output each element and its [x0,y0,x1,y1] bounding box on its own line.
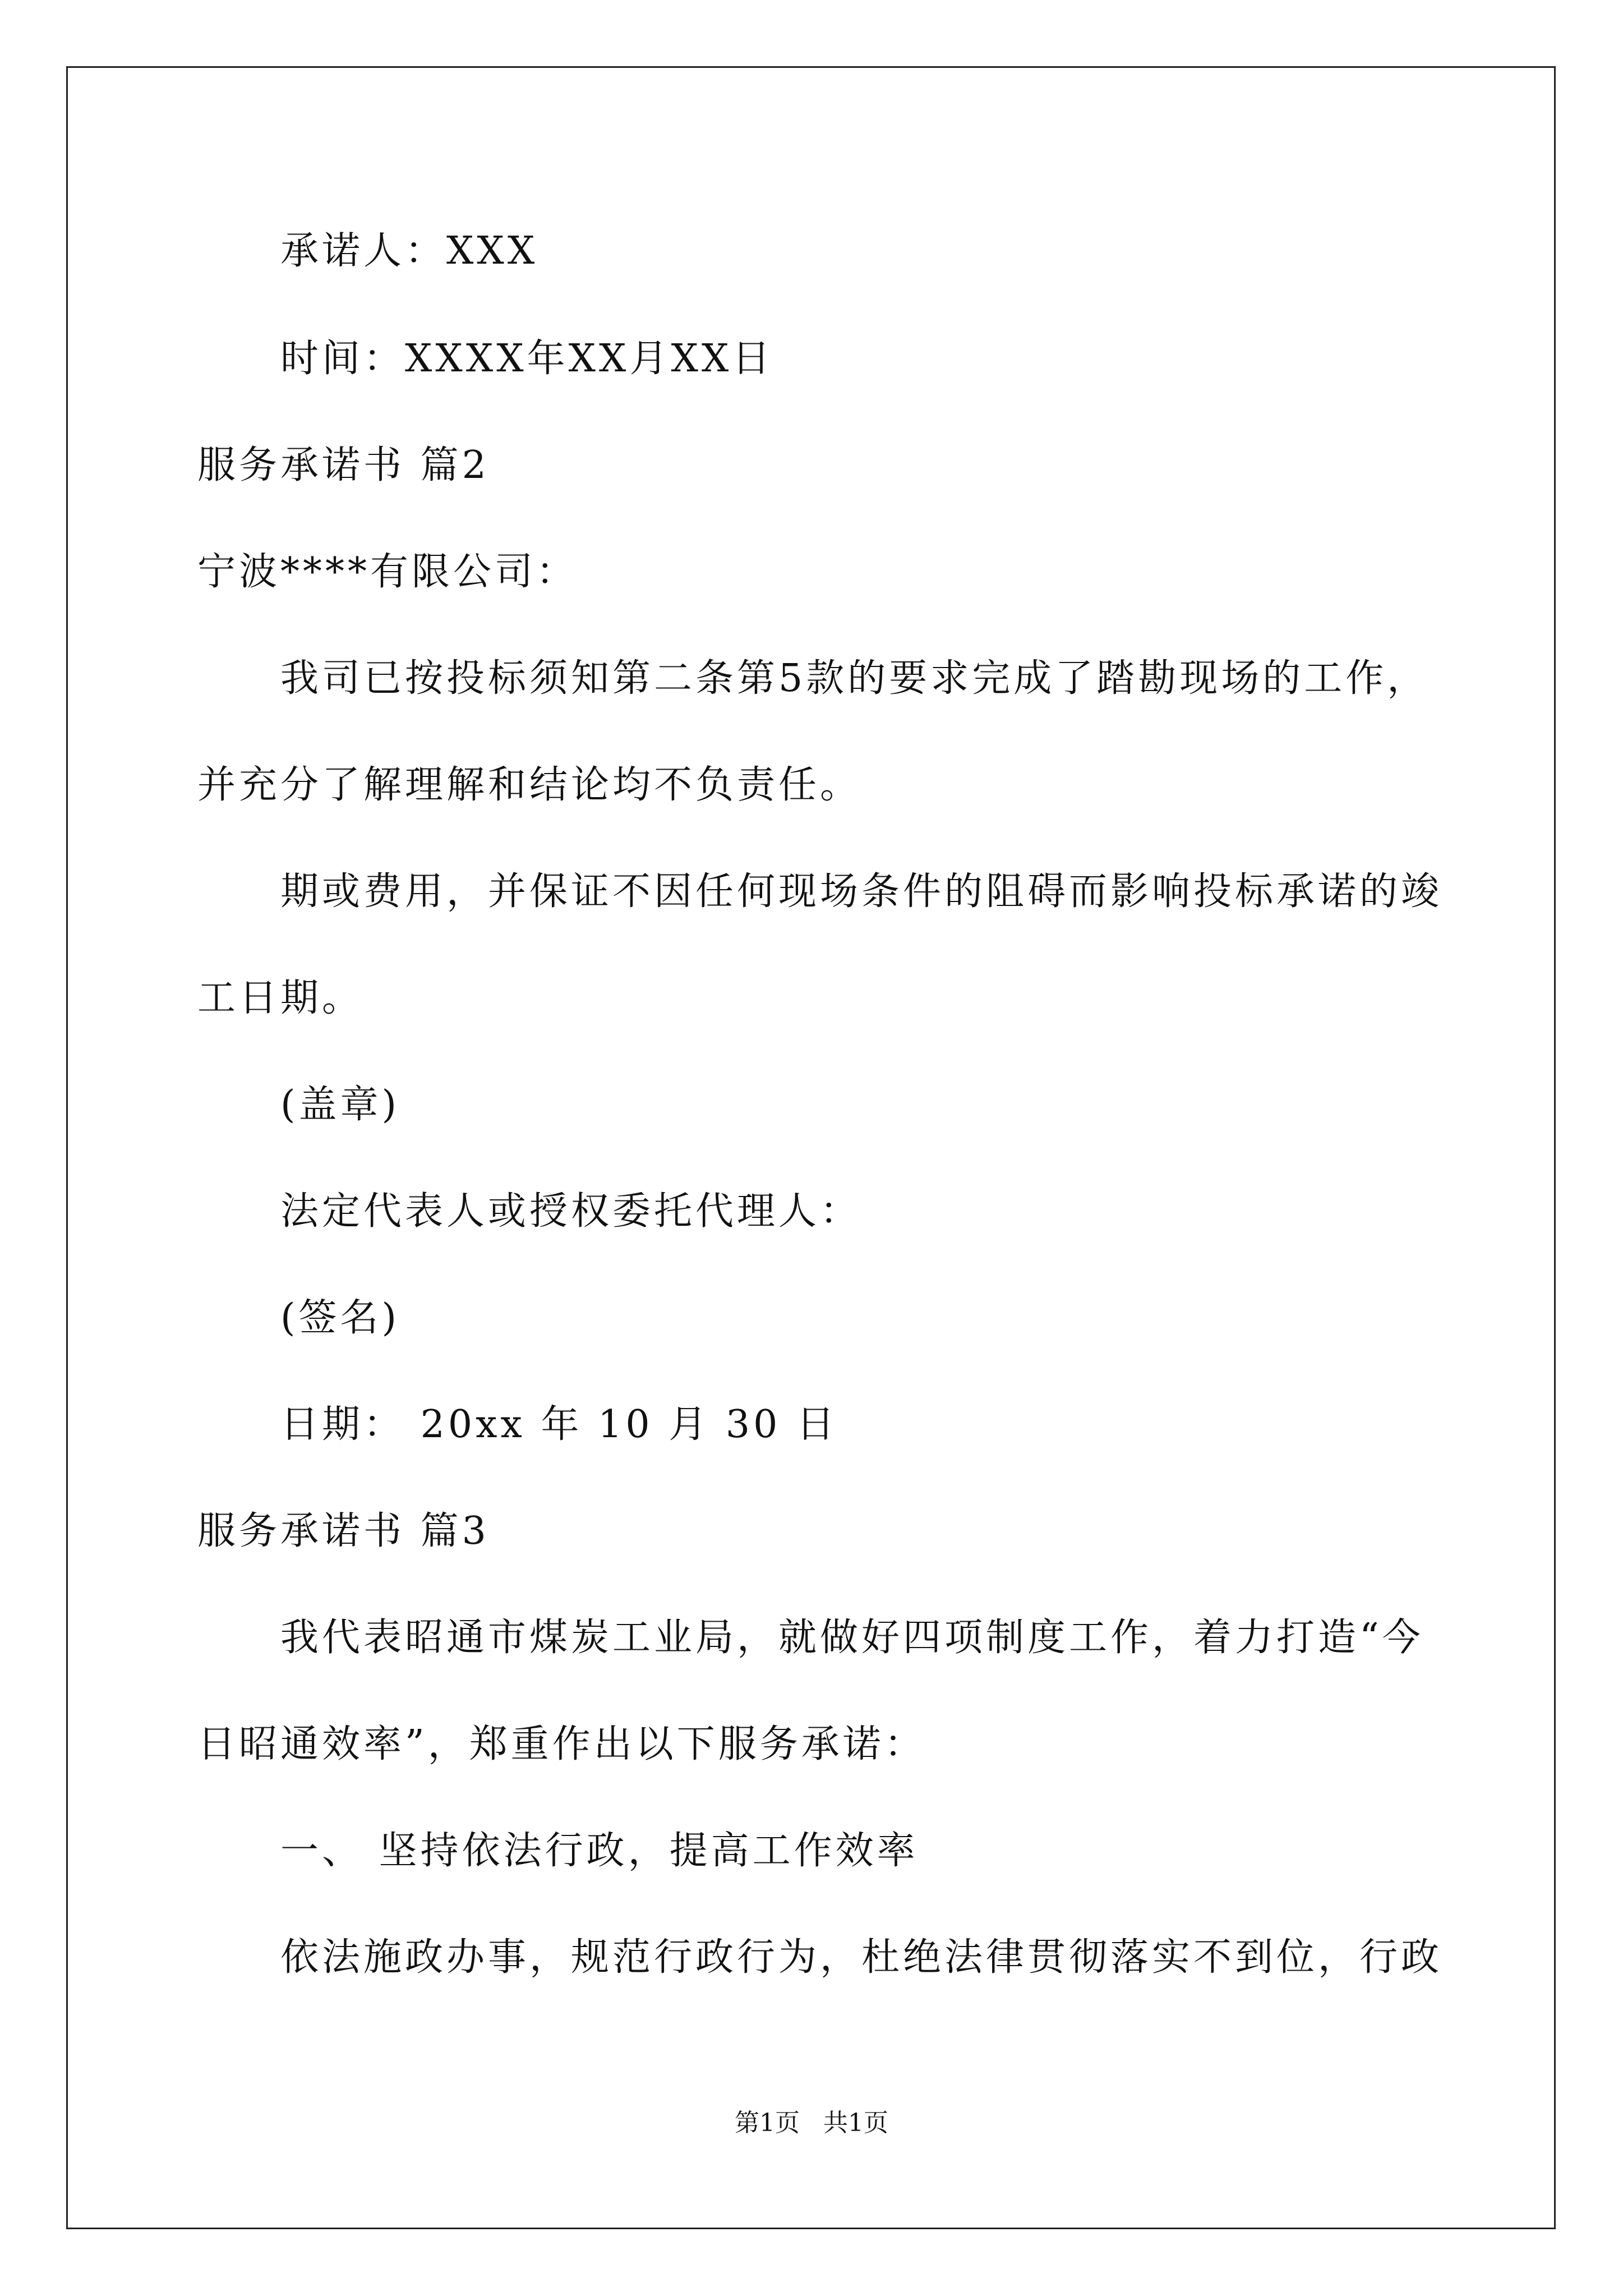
date-line: 日期： 20xx 年 10 月 30 日 [280,1402,838,1447]
signature-label: (签名) [280,1296,400,1340]
paragraph-line: 依法施政办事，规范行政行为，杜绝法律贯彻落实不到位，行政 [280,1935,1443,1980]
time-line: 时间：XXXX年XX月XX日 [280,337,774,381]
paragraph-line: 日昭通效率”，郑重作出以下服务承诺： [197,1722,926,1766]
representative-label: 法定代表人或授权委托代理人： [280,1189,862,1234]
section-heading-3: 服务承诺书 篇3 [197,1509,490,1553]
paragraph-line: 期或费用，并保证不因任何现场条件的阻碍而影响投标承诺的竣 [280,869,1443,914]
seal-label: (盖章) [280,1083,400,1127]
paragraph-line: 我司已按投标须知第二条第5款的要求完成了踏勘现场的工作， [280,656,1429,701]
promisor-line: 承诺人：XXX [280,229,538,273]
page-footer: 第1页 共1页 [735,2109,888,2137]
paragraph-line: 并充分了解理解和结论均不负责任。 [197,763,862,807]
addressee-line: 宁波****有限公司： [197,550,578,594]
list-item-heading: 一、 坚持依法行政，提高工作效率 [280,1829,919,1873]
page-border [66,66,1556,2229]
paragraph-line: 我代表昭通市煤炭工业局，就做好四项制度工作，着力打造“今 [280,1616,1424,1660]
paragraph-line: 工日期。 [197,976,364,1020]
section-heading-2: 服务承诺书 篇2 [197,443,490,487]
